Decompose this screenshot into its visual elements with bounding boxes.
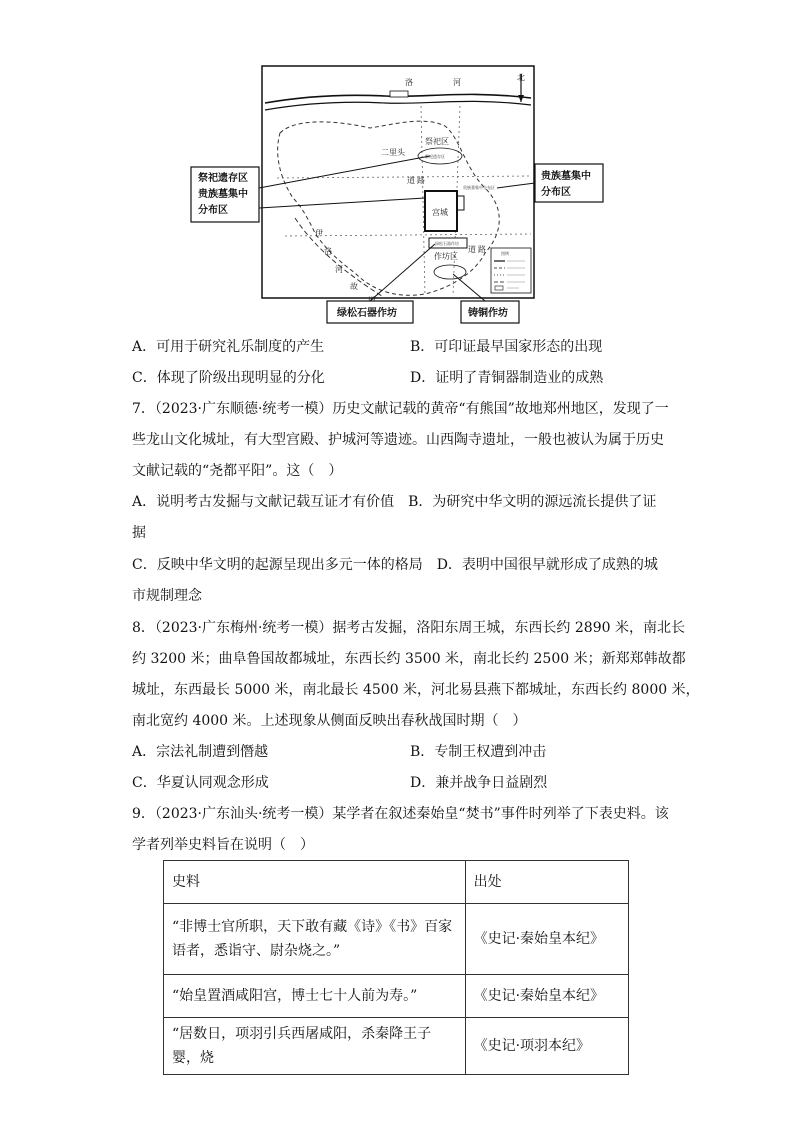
callout-right-line-1: 贵族墓集中 — [541, 171, 591, 182]
table-cell-source: “居数日，项羽引兵西屠咸阳，杀秦降王子婴，烧 — [164, 1018, 466, 1075]
svg-text:绿松石器作坊: 绿松石器作坊 — [435, 241, 459, 246]
sacrifice-area-label: 祭祀区 — [425, 137, 449, 146]
table-header-row — [164, 861, 629, 904]
q8-stem-line-2: 约 3200 米；曲阜鲁国故都城址，东西长约 3500 米，南北长约 2500 米；新郑郑韩故都 — [132, 651, 686, 667]
table-row — [164, 1018, 629, 1075]
table-header-source: 史料 — [164, 861, 466, 904]
callout-bronze-label: 铸铜作坊 — [468, 308, 508, 319]
q7-stem-line-2: 些龙山文化城址，有大型宫殿、护城河等遗迹。山西陶寺遗址，一般也被认为属于历史 — [132, 432, 664, 448]
table-header-origin: 出处 — [465, 861, 628, 904]
table-cell-origin: 《史记·秦始皇本纪》 — [465, 904, 628, 975]
callout-turquoise-label: 绿松石器作坊 — [337, 308, 397, 319]
q8-option-b: B．专制王权遭到冲击 — [410, 744, 547, 760]
yi-char-3: 河 — [335, 265, 343, 274]
q8-option-a: A．宗法礼制遭到僭越 — [132, 744, 269, 760]
q7-stem-line-1: 7．（2023·广东顺德·统考一模）历史文献记载的黄帝“有熊国”故地郑州地区，发现了一 — [132, 401, 669, 417]
q9-stem-line-1: 9．（2023·广东汕头·统考一模）某学者在叙述秦始皇“焚书”事件时列举了下表史料。该 — [132, 806, 669, 822]
table-row — [164, 975, 629, 1018]
erlitou-label: 二里头 — [381, 148, 405, 157]
q8-stem-line-3: 城址，东西最长 5000 米，南北最长 4500 米，河北易县燕下都城址，东西长约 8000 米， — [132, 682, 700, 698]
legend-title: 图例 — [501, 251, 509, 256]
q6-option-c: C．体现了阶级出现明显的分化 — [132, 370, 325, 386]
q7-option-ab: A．说明考古发掘与文献记载互证才有价值 B．为研究中华文明的源远流长提供了证 — [132, 494, 657, 510]
q6-option-a: A．可用于研究礼乐制度的产生 — [132, 339, 325, 355]
table-cell-source: “非博士官所职，天下敢有藏《诗》《书》百家语者，悉诣守、尉杂烧之。” — [164, 904, 466, 975]
river-label-he: 河 — [453, 78, 461, 87]
q8-stem-line-4: 南北宽约 4000 米。上述现象从侧面反映出春秋战国时期（ ） — [132, 713, 527, 729]
table-row — [164, 904, 629, 975]
river-label-luo: 洛 — [405, 78, 413, 87]
yi-char-1: 伊 — [315, 229, 323, 238]
yi-char-2: 洛 — [324, 247, 332, 256]
q6-option-b: B．可印证最早国家形态的出现 — [410, 339, 603, 355]
svg-text:贵族墓集中分布区: 贵族墓集中分布区 — [463, 185, 495, 190]
q9-stem-line-2: 学者列举史料旨在说明（ ） — [132, 837, 314, 853]
road-label-2: 路 — [417, 176, 425, 185]
callout-left-line-3: 分布区 — [198, 205, 228, 216]
q7-option-cd: C．反映中华文明的起源呈现出多元一体的格局 D．表明中国很早就形成了成熟的城 — [132, 557, 658, 573]
q7-option-cd-cont: 市规制理念 — [132, 588, 202, 604]
workshop-area-label: 作坊区 — [434, 252, 458, 261]
road-label-3: 道 — [468, 245, 476, 254]
table-cell-source: “始皇置酒咸阳宫，博士七十人前为寿。” — [164, 975, 466, 1018]
q8-option-c: C．华夏认同观念形成 — [132, 775, 269, 791]
road-label-1: 道 — [407, 176, 415, 185]
svg-text:祭祀遗存区: 祭祀遗存区 — [425, 154, 445, 159]
historical-sources-table — [163, 860, 629, 1075]
palace-label: 宫城 — [432, 208, 448, 217]
road-label-4: 路 — [478, 245, 486, 254]
callout-left-line-2: 贵族墓集中 — [198, 189, 248, 200]
north-label: 北 — [517, 73, 525, 82]
q6-option-d: D．证明了青铜器制造业的成熟 — [410, 370, 604, 386]
q7-option-ab-cont: 据 — [132, 525, 146, 541]
yi-char-4: 故 — [350, 282, 358, 291]
table-cell-origin: 《史记·项羽本纪》 — [465, 1018, 628, 1075]
q7-stem-line-3: 文献记载的“尧都平阳”。这（ ） — [132, 463, 343, 479]
q8-option-d: D．兼并战争日益剧烈 — [410, 775, 548, 791]
callout-right-line-2: 分布区 — [541, 187, 571, 198]
table-cell-origin: 《史记·秦始皇本纪》 — [465, 975, 628, 1018]
q8-stem-line-1: 8．（2023·广东梅州·统考一模）据考古发掘，洛阳东周王城，东西长约 2890 米，南北长 — [132, 620, 685, 636]
erlitou-site-map — [185, 58, 591, 328]
callout-left-line-1: 祭祀遗存区 — [198, 173, 248, 184]
